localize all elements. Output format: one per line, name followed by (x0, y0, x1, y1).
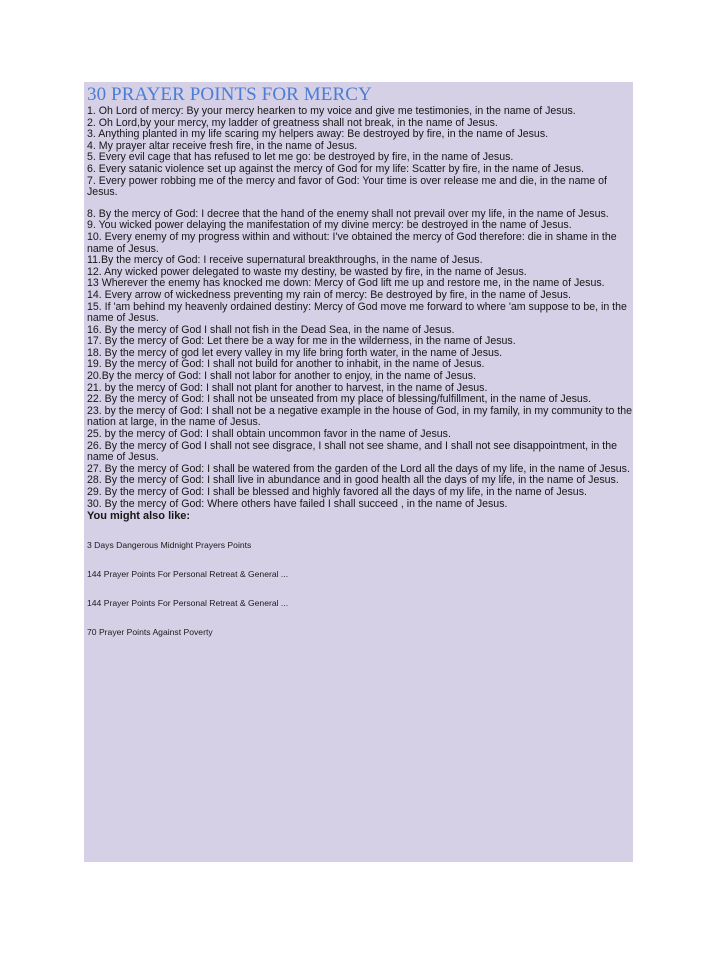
prayer-point: 17. By the mercy of God: Let there be a way for me in the wilderness, in the name of Jesus. (87, 335, 516, 348)
prayer-points-list (87, 106, 633, 510)
prayer-point: 16. By the mercy of God I shall not fish in the Dead Sea, in the name of Jesus. (87, 323, 455, 336)
related-link[interactable]: 144 Prayer Points For Personal Retreat & General ... (87, 598, 289, 609)
prayer-point: 23. by the mercy of God: I shall not be a negative example in the house of God, in my family, in my community to the nation at large, in the name of Jesus. (87, 404, 633, 429)
you-might-also-like-heading: You might also like: (87, 510, 191, 523)
prayer-point: 27. By the mercy of God: I shall be watered from the garden of the Lord all the days of my life, in the name of Jesus. (87, 462, 630, 475)
prayer-point: 13 Wherever the enemy has knocked me down: Mercy of God lift me up and restore me, in the name of Jesus. (87, 277, 605, 290)
related-item (87, 569, 633, 579)
prayer-point: 29. By the mercy of God: I shall be blessed and highly favored all the days of my life, in the name of Jesus. (87, 486, 587, 498)
prayer-point: 19. By the mercy of God: I shall not build for another to inhabit, in the name of Jesus. (87, 358, 485, 371)
prayer-point: 28. By the mercy of God: I shall live in abundance and in good health all the days of my life, in the name of Jesus. (87, 474, 619, 487)
prayer-point: 10. Every enemy of my progress within and without: I've obtained the mercy of God therefore: die in shame in the name of Jesus. (87, 230, 617, 255)
prayer-point: 4. My prayer altar receive fresh fire, in the name of Jesus. (87, 139, 358, 152)
related-item (87, 598, 633, 608)
prayer-point: 9. You wicked power delaying the manifestation of my divine mercy: be destroyed in the name of Jesus. (87, 219, 572, 232)
related-item (87, 540, 633, 550)
related-links-list (87, 540, 633, 637)
page-title: 30 PRAYER POINTS FOR MERCY (87, 84, 372, 105)
prayer-point: 30. By the mercy of God: Where others have failed I shall succeed , in the name of Jesus. (87, 497, 508, 510)
related-item (87, 627, 633, 637)
prayer-point: 22. By the mercy of God: I shall not be unseated from my place of blessing/fulfillment, in the name of Jesus. (87, 393, 592, 406)
prayer-point: 11.By the mercy of God: I receive supernatural breakthroughs, in the name of Jesus. (87, 254, 483, 267)
prayer-point: 7. Every power robbing me of the mercy and favor of God: Your time is over release me and die, in the name of Jesus. (87, 174, 607, 199)
prayer-point: 8. By the mercy of God: I decree that the hand of the enemy shall not prevail over my life, in the name of Jesus. (87, 207, 609, 220)
prayer-point: 20.By the mercy of God: I shall not labor for another to enjoy, in the name of Jesus. (87, 370, 477, 383)
prayer-point: 26. By the mercy of God I shall not see disgrace, I shall not see shame, and I shall not see disappointment, in the name of Jesus. (87, 439, 617, 464)
prayer-point: 5. Every evil cage that has refused to let me go: be destroyed by fire, in the name of Jesus. (87, 151, 514, 164)
prayer-point: 6. Every satanic violence set up against the mercy of God for my life: Scatter by fire, in the name of Jesus. (87, 162, 584, 175)
prayer-point: 25. by the mercy of God: I shall obtain uncommon favor in the name of Jesus. (87, 428, 451, 441)
related-link[interactable]: 144 Prayer Points For Personal Retreat & General ... (87, 569, 289, 580)
prayer-point: 18. By the mercy of god let every valley in my life bring forth water, in the name of Jesus. (87, 346, 503, 359)
prayer-point: 1. Oh Lord of mercy: By your mercy hearken to my voice and give me testimonies, in the name of Jesus. (87, 105, 576, 117)
document-panel (84, 82, 633, 862)
prayer-point: 2. Oh Lord,by your mercy, my ladder of greatness shall not break, in the name of Jesus. (87, 116, 498, 129)
prayer-point: 21. by the mercy of God: I shall not plant for another to harvest, in the name of Jesus. (87, 381, 488, 394)
prayer-point: 3. Anything planted in my life scaring my helpers away: Be destroyed by fire, in the name of Jesus. (87, 128, 549, 141)
prayer-point: 14. Every arrow of wickedness preventing my rain of mercy: Be destroyed by fire, in the name of Jesus. (87, 288, 571, 301)
prayer-point: 15. If 'am behind my heavenly ordained destiny: Mercy of God move me forward to where 'am suppose to be, in the name of Jesus. (87, 300, 627, 325)
related-link[interactable]: 3 Days Dangerous Midnight Prayers Points (87, 540, 252, 551)
related-link[interactable]: 70 Prayer Points Against Poverty (87, 627, 213, 638)
prayer-point: 12. Any wicked power delegated to waste my destiny, be wasted by fire, in the name of Jesus. (87, 265, 527, 278)
